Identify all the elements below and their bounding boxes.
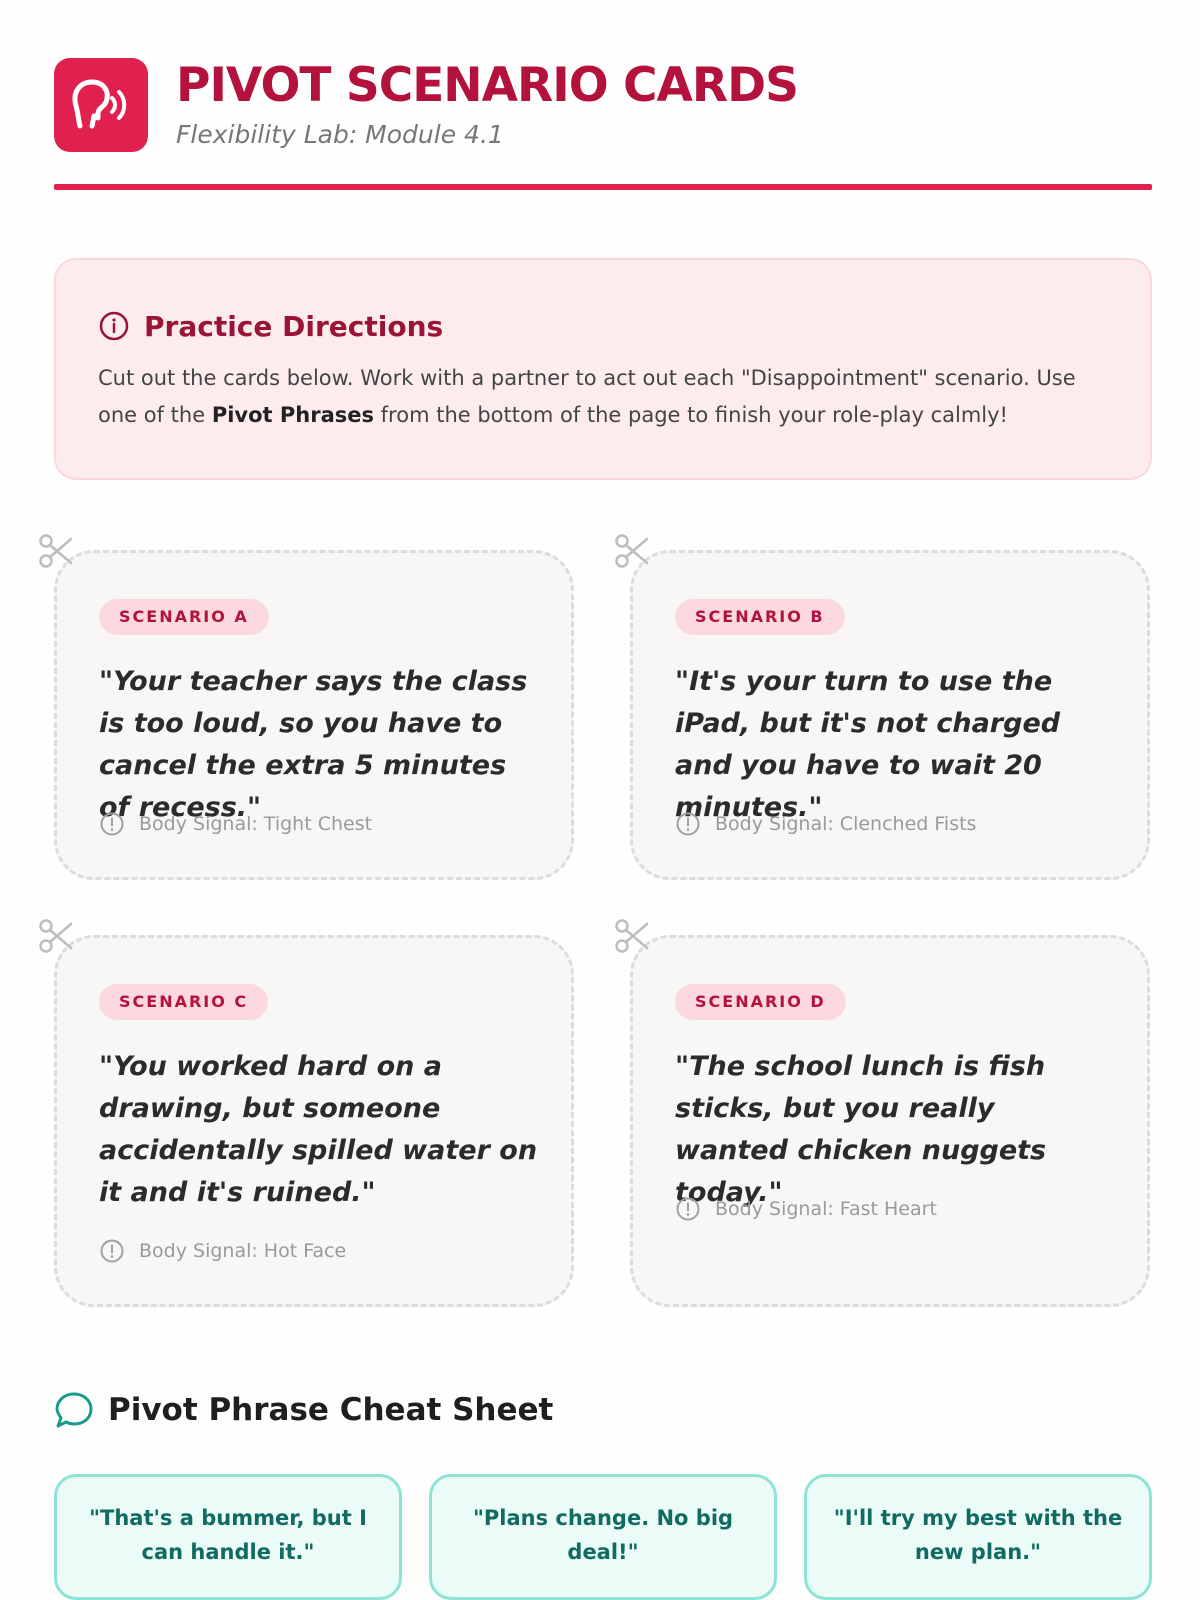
body-signal bbox=[99, 811, 372, 837]
page-title: PIVOT SCENARIO CARDS bbox=[176, 58, 798, 113]
alert-icon bbox=[675, 1196, 701, 1222]
directions-header bbox=[98, 306, 443, 346]
cheat-sheet-title: Pivot Phrase Cheat Sheet bbox=[108, 1392, 554, 1428]
scissors-icon bbox=[38, 533, 74, 569]
speech-bubble-icon bbox=[54, 1390, 94, 1430]
scissors-icon bbox=[614, 533, 650, 569]
directions-box bbox=[54, 258, 1152, 480]
scenario-badge: SCENARIO C bbox=[99, 984, 268, 1020]
scenario-card bbox=[54, 550, 574, 880]
page-subtitle: Flexibility Lab: Module 4.1 bbox=[176, 120, 504, 149]
alert-icon bbox=[675, 811, 701, 837]
page-header bbox=[54, 58, 1152, 190]
directions-text-part: from the bottom of the page to finish your role-play calmly! bbox=[373, 403, 1008, 427]
scenario-badge: SCENARIO D bbox=[675, 984, 846, 1020]
scenario-card bbox=[54, 935, 574, 1307]
directions-text-bold: Pivot Phrases bbox=[211, 403, 374, 427]
directions-text-part: Cut out the cards below. Work with a partner to act out each "Disappointment" scenario. Use one of the bbox=[98, 366, 1076, 427]
body-signal bbox=[675, 811, 976, 837]
body-signal-text: Body Signal: Tight Chest bbox=[139, 813, 373, 835]
body-signal-text: Body Signal: Clenched Fists bbox=[715, 813, 977, 835]
scenario-badge: SCENARIO A bbox=[99, 599, 269, 635]
body-signal bbox=[99, 1238, 346, 1264]
alert-icon bbox=[99, 811, 125, 837]
pivot-phrase-card: "That's a bummer, but I can handle it." bbox=[54, 1474, 402, 1600]
pivot-phrase-card: "I'll try my best with the new plan." bbox=[804, 1474, 1152, 1600]
body-signal-text: Body Signal: Hot Face bbox=[139, 1240, 347, 1262]
scissors-icon bbox=[614, 918, 650, 954]
scenario-quote: "Your teacher says the class is too loud, so you have to cancel the extra 5 minutes of recess." bbox=[99, 666, 528, 823]
scissors-icon bbox=[38, 918, 74, 954]
scenario-quote: "The school lunch is fish sticks, but you really wanted chicken nuggets today." bbox=[675, 1051, 1047, 1208]
body-signal-text: Body Signal: Fast Heart bbox=[715, 1198, 937, 1220]
cheat-sheet-header bbox=[54, 1390, 553, 1430]
info-icon bbox=[98, 310, 130, 342]
scenario-quote: "You worked hard on a drawing, but someone accidentally spilled water on it and it's ruined." bbox=[99, 1051, 538, 1208]
pivot-phrase-card: "Plans change. No big deal!" bbox=[429, 1474, 777, 1600]
directions-text bbox=[98, 360, 1108, 434]
alert-icon bbox=[99, 1238, 125, 1264]
directions-title: Practice Directions bbox=[144, 309, 444, 343]
scenario-quote: "It's your turn to use the iPad, but it's not charged and you have to wait 20 minutes." bbox=[675, 666, 1061, 823]
header-divider bbox=[54, 184, 1152, 190]
speaking-head-icon bbox=[72, 78, 130, 132]
logo bbox=[54, 58, 148, 152]
scenario-card bbox=[630, 935, 1150, 1307]
scenario-badge: SCENARIO B bbox=[675, 599, 845, 635]
body-signal bbox=[675, 1196, 937, 1222]
scenario-card bbox=[630, 550, 1150, 880]
